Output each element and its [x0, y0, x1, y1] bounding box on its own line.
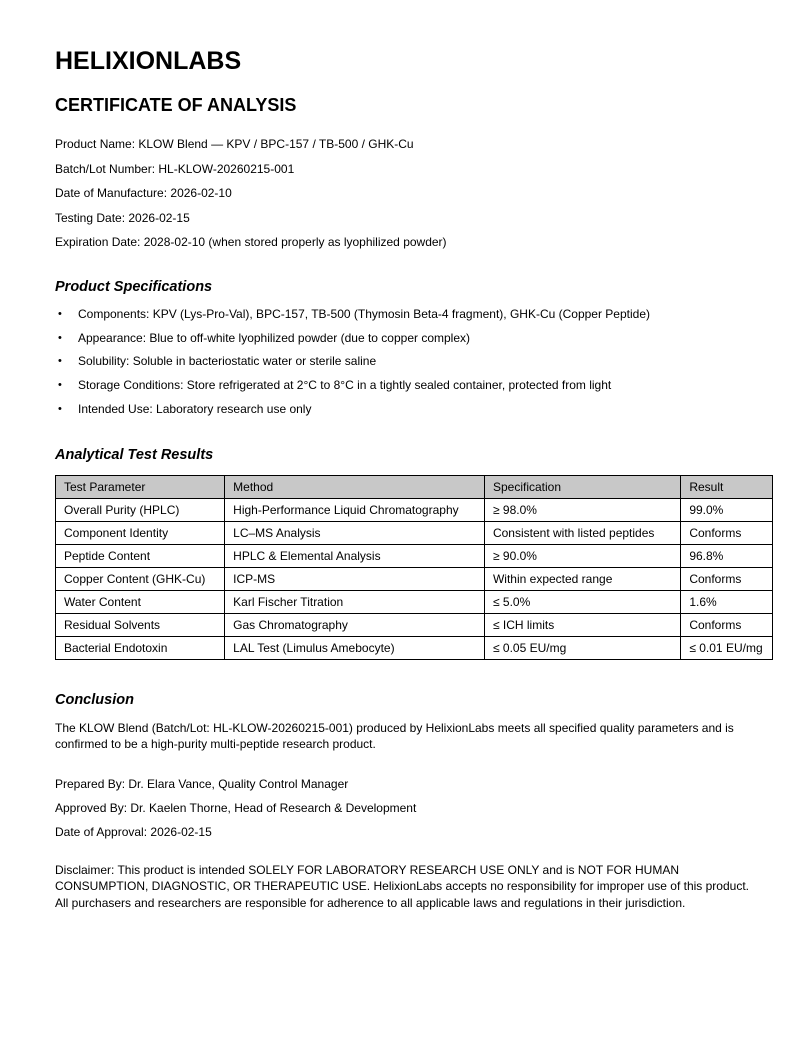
product-info-block — [55, 137, 773, 250]
cell-test-parameter: Component Identity — [56, 521, 225, 544]
cell-result: Conforms — [681, 613, 773, 636]
cell-test-parameter: Peptide Content — [56, 544, 225, 567]
column-header-test-parameter: Test Parameter — [56, 475, 225, 498]
cell-result: Conforms — [681, 567, 773, 590]
cell-test-parameter: Overall Purity (HPLC) — [56, 498, 225, 521]
cell-specification: ≤ ICH limits — [484, 613, 680, 636]
specification-item-storage: • Storage Conditions: Store refrigerated at 2°C to 8°C in a tightly sealed container, protected from light — [55, 378, 773, 393]
cell-test-parameter: Water Content — [56, 590, 225, 613]
manufacture-date-line: Date of Manufacture: 2026-02-10 — [55, 186, 232, 200]
table-header-row — [56, 475, 773, 498]
specification-item-components: • Components: KPV (Lys-Pro-Val), BPC-157, TB-500 (Thymosin Beta-4 fragment), GHK-Cu (Copper Peptide) — [55, 307, 773, 322]
table-row — [56, 544, 773, 567]
cell-method: Gas Chromatography — [225, 613, 485, 636]
cell-test-parameter: Residual Solvents — [56, 613, 225, 636]
document-title: CERTIFICATE OF ANALYSIS — [55, 95, 297, 115]
results-table — [55, 475, 773, 660]
section-heading-specifications: Product Specifications — [55, 279, 213, 295]
table-row — [56, 636, 773, 659]
analytical-results-section — [55, 447, 773, 660]
prepared-by-line: Prepared By: Dr. Elara Vance, Quality Control Manager — [55, 776, 349, 791]
section-heading-results: Analytical Test Results — [55, 446, 214, 463]
column-header-method: Method — [225, 475, 485, 498]
cell-specification: ≤ 5.0% — [484, 590, 680, 613]
cell-test-parameter: Copper Content (GHK-Cu) — [56, 567, 225, 590]
column-header-specification: Specification — [484, 475, 680, 498]
cell-result: 1.6% — [681, 590, 773, 613]
expiration-date-line: Expiration Date: 2028-02-10 (when stored properly as lyophilized powder) — [55, 235, 447, 249]
cell-result: 99.0% — [681, 498, 773, 521]
product-specifications-section — [55, 279, 773, 417]
cell-method: HPLC & Elemental Analysis — [225, 544, 485, 567]
conclusion-text: The KLOW Blend (Batch/Lot: HL-KLOW-20260215-001) produced by HelixionLabs meets all specified quality parameters and is confirmed to be a high-purity multi-peptide research product. — [55, 720, 734, 752]
cell-specification: ≥ 98.0% — [484, 498, 680, 521]
table-row — [56, 521, 773, 544]
cell-result: ≤ 0.01 EU/mg — [681, 636, 773, 659]
specifications-list — [55, 307, 773, 417]
specification-item-solubility: • Solubility: Soluble in bacteriostatic water or sterile saline — [55, 354, 773, 369]
table-row — [56, 498, 773, 521]
cell-specification: ≥ 90.0% — [484, 544, 680, 567]
column-header-result: Result — [681, 475, 773, 498]
table-row — [56, 590, 773, 613]
specification-item-appearance: • Appearance: Blue to off-white lyophilized powder (due to copper complex) — [55, 331, 773, 346]
cell-method: High-Performance Liquid Chromatography — [225, 498, 485, 521]
testing-date-line: Testing Date: 2026-02-15 — [55, 210, 190, 225]
cell-specification: Within expected range — [484, 567, 680, 590]
section-heading-conclusion: Conclusion — [55, 691, 134, 708]
cell-specification: Consistent with listed peptides — [484, 521, 680, 544]
table-row — [56, 613, 773, 636]
approved-by-line: Approved By: Dr. Kaelen Thorne, Head of Research & Development — [55, 800, 417, 815]
product-name-line: Product Name: KLOW Blend — KPV / BPC-157 / TB-500 / GHK-Cu — [55, 137, 414, 151]
cell-method: ICP-MS — [225, 567, 485, 590]
batch-lot-line: Batch/Lot Number: HL-KLOW-20260215-001 — [55, 161, 295, 176]
cell-method: LC–MS Analysis — [225, 521, 485, 544]
cell-test-parameter: Bacterial Endotoxin — [56, 636, 225, 659]
cell-result: 96.8% — [681, 544, 773, 567]
approval-date-line: Date of Approval: 2026-02-15 — [55, 824, 212, 839]
table-row — [56, 567, 773, 590]
cell-method: LAL Test (Limulus Amebocyte) — [225, 636, 485, 659]
signature-block — [55, 777, 773, 840]
specification-item-intended-use: • Intended Use: Laboratory research use only — [55, 402, 773, 417]
cell-method: Karl Fischer Titration — [225, 590, 485, 613]
conclusion-section — [55, 692, 773, 840]
cell-specification: ≤ 0.05 EU/mg — [484, 636, 680, 659]
company-name: HELIXIONLABS — [55, 47, 242, 75]
cell-result: Conforms — [681, 521, 773, 544]
disclaimer-text: Disclaimer: This product is intended SOLELY FOR LABORATORY RESEARCH USE ONLY and is NOT FOR HUMAN CONSUMPTION, DIAGNOSTIC, OR THERAPEUTIC USE. HelixionLabs accepts no responsibility for improper use of this product. All purchasers and researchers are responsible for adherence to all applicable laws and regulations in their jurisdiction. — [55, 862, 749, 910]
